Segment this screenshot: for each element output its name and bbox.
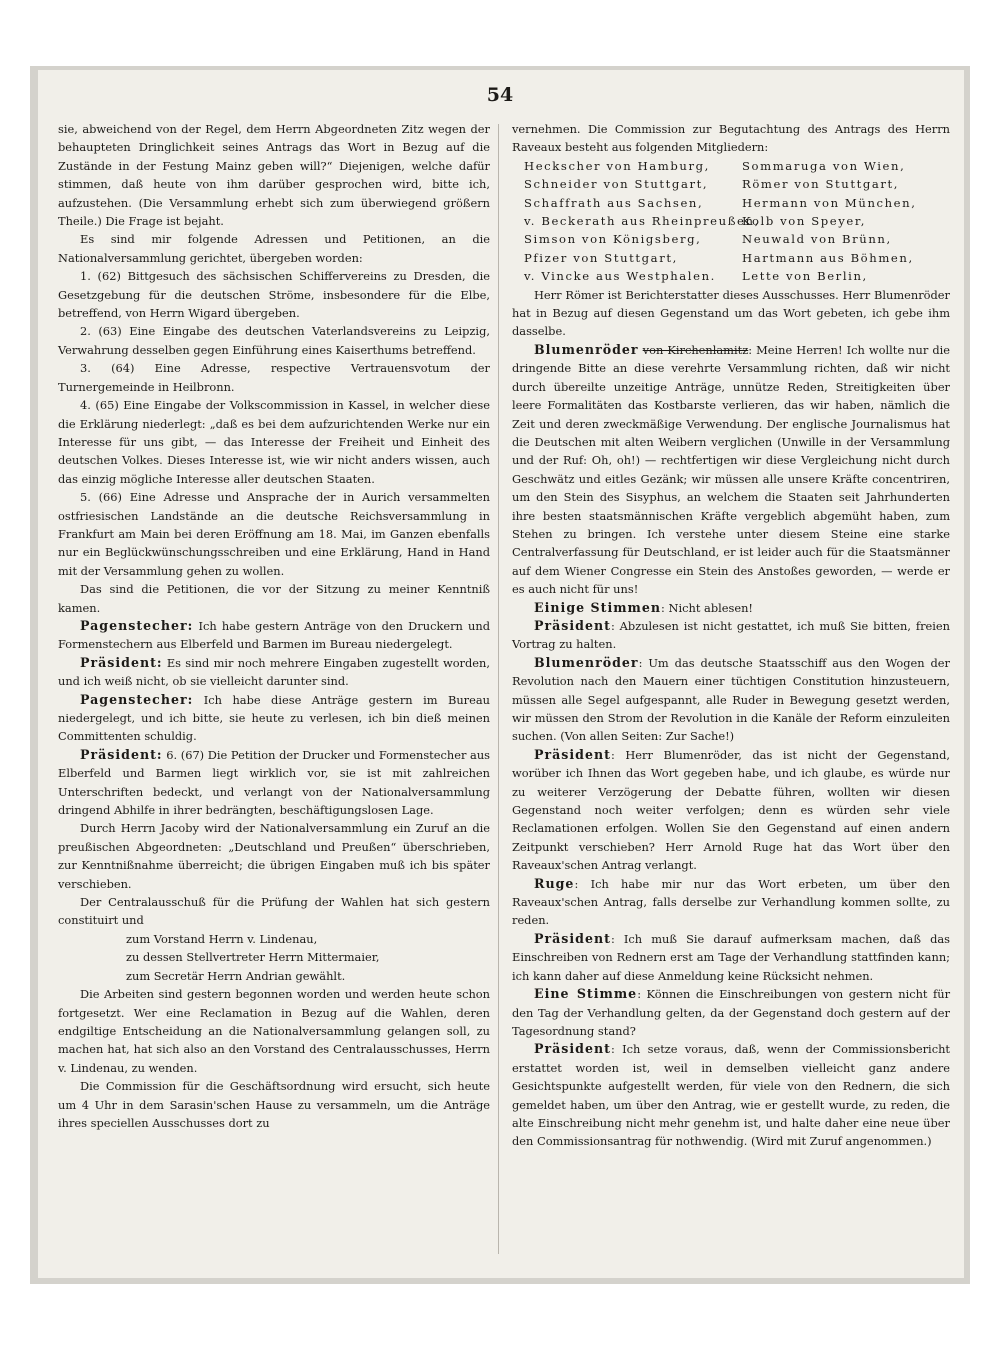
- paragraph: [58, 985, 490, 1077]
- paragraph-text: Herr Römer ist Berichterstatter dieses Ausschusses. Herr Blumenröder hat in Bezug auf diesen Gegenstand um das Wort gebeten, ich gebe ihm dasselbe.: [512, 287, 950, 339]
- commission-intro: vernehmen. Die Commission zur Begutachtung des Antrags des Herrn Raveaux besteht aus folgenden Mitgliedern:: [512, 122, 950, 155]
- paragraph-text: zu dessen Stellvertreter Herrn Mittermaier,: [126, 950, 380, 965]
- commission-member: Hartmann aus Böhmen,: [742, 250, 914, 265]
- right-column: [512, 120, 950, 1151]
- commission-member: Lette von Berlin,: [742, 269, 868, 284]
- speaker-name: Präsident: [534, 930, 611, 946]
- paragraph-text: zum Vorstand Herrn v. Lindenau,: [126, 931, 318, 946]
- speech-paragraph: [512, 599, 950, 617]
- paragraph: [58, 267, 490, 322]
- commission-member: v. Beckerath aus Rheinpreußen,: [524, 214, 760, 229]
- speaker-name: Präsident:: [80, 654, 163, 670]
- speaker-name: Pagenstecher:: [80, 617, 194, 633]
- speech-text: : Um das deutsche Staatsschiff aus den Wogen der Revolution nach den Mauern einer tüchtigen Constitution hinzusteuern, müssen alle Segel aufgespannt, alle Ruder in Bewegung gesetzt werden, wir müssen den Strom der Revolution in die Kanäle der Reform einzuleiten suchen. (Von allen Seiten: Zur Sache!): [512, 655, 950, 744]
- paragraph: [58, 120, 490, 230]
- paragraph-text: Es sind mir folgende Adressen und Petitionen, an die Nationalversammlung gerichtet, übergeben worden:: [58, 232, 490, 265]
- paragraph-text: 4. (65) Eine Eingabe der Volkscommission in Kassel, in welcher diese die Erklärung niederlegt: „daß es bei dem aufzurichtenden Werke nur ein Interesse für uns gibt, — das Interesse der Freiheit und Einheit des deutschen Volkes. Dieses Interesse ist, wie wir nicht anders wissen, auch das einzig mögliche Interesse aller deutschen Staaten.: [58, 398, 490, 486]
- commission-member-list: [524, 157, 950, 286]
- speaker-name: Präsident: [534, 1041, 611, 1057]
- speech-text: : Ich habe mir nur das Wort erbeten, um über den Raveaux'schen Antrag, falls derselbe zur Verhandlung kommen sollte, zu reden.: [512, 876, 950, 928]
- paragraph-text: 3. (64) Eine Adresse, respective Vertrauensvotum der Turnergemeinde in Heilbronn.: [58, 361, 490, 394]
- paragraph: [58, 488, 490, 580]
- paragraph: [58, 230, 490, 267]
- page-number: 54: [486, 84, 514, 106]
- paragraph-text: Die Arbeiten sind gestern begonnen worden und werden heute schon fortgesetzt. Wer eine Reclamation in Bezug auf die Wahlen, deren endgiltige Entscheidung an die Nationalversammlung gelangen soll, zu machen hat, hat sich also an den Vorstand des Centralausschusses, Herrn v. Lindenau, zu wenden.: [58, 987, 490, 1075]
- speech-paragraph: [512, 746, 950, 875]
- paragraph: [58, 893, 490, 930]
- speech-paragraph: [512, 654, 950, 746]
- speaker-name: Blumenröder: [534, 341, 639, 357]
- paragraph: [58, 948, 490, 966]
- speech-paragraph: [512, 1040, 950, 1150]
- commission-member: Sommaruga von Wien,: [742, 158, 906, 173]
- speech-text: : Ich setze voraus, daß, wenn der Commissionsbericht erstattet worden ist, weil in demselben vielleicht ganz andere Gesichtspunkte aufgestellt werden, für viele von den Rednern, die sich gemeldet haben, um über den Antrag, wie er gestellt wurde, zu reden, die alte Einschreibung nicht mehr genehm ist, und halte daher eine neue über den Commissionsantrag für nothwendig. (Wird mit Zuruf angenommen.): [512, 1042, 950, 1149]
- speech-text: Ich habe diese Anträge gestern im Bureau niedergelegt, und ich bitte, sie heute zu verlesen, ich bin dieß meinen Committenten schuldig.: [58, 692, 490, 744]
- paragraph: [58, 396, 490, 488]
- speaker-name: Einige Stimmen: [534, 599, 662, 615]
- speaker-name: Präsident: [534, 617, 611, 633]
- commission-member: Schneider von Stuttgart,: [524, 177, 709, 192]
- speech-text: Es sind mir noch mehrere Eingaben zugestellt worden, und ich weiß nicht, ob sie vielleicht darunter sind.: [58, 655, 490, 689]
- speaker-name: Präsident: [534, 746, 611, 762]
- paragraph: [58, 930, 490, 948]
- commission-member: Heckscher von Hamburg,: [524, 158, 710, 173]
- speaker-name: Pagenstecher:: [80, 691, 194, 707]
- paragraph-text: 2. (63) Eine Eingabe des deutschen Vaterlandsvereins zu Leipzig, Verwahrung desselben gegen Einführung eines Kaiserthums betreffend.: [58, 324, 490, 357]
- speaker-name: Eine Stimme: [534, 986, 638, 1002]
- commission-member: Kolb von Speyer,: [742, 214, 867, 229]
- speech-text: : Ich muß Sie darauf aufmerksam machen, daß das Einschreiben von Rednern erst am Tage der Verhandlung stattfinden kann; ich kann daher auf diese Anmeldung keine Rücksicht nehmen.: [512, 931, 950, 983]
- commission-member: Neuwald von Brünn,: [742, 232, 892, 247]
- paragraph: [58, 1077, 490, 1132]
- speech-paragraph: [512, 341, 950, 599]
- column-divider: [498, 124, 499, 1254]
- paragraph: [58, 580, 490, 617]
- paragraph-text: sie, abweichend von der Regel, dem Herrn Abgeordneten Zitz wegen der behaupteten Dringlichkeit seines Antrags das Wort in Bezug auf die Zustände in der Festung Mainz geben will?“ Diejenigen, welche dafür stimmen, daß heute von ihm darüber gesprochen wird, bitte ich, aufzustehen. (Die Versammlung erhebt sich zum überwiegend größern Theile.) Die Frage ist bejaht.: [58, 122, 490, 229]
- paragraph: [58, 967, 490, 985]
- speech-text: 6. (67) Die Petition der Drucker und Formenstecher aus Elberfeld und Barmen liegt wirklich vor, sie ist mit zahlreichen Unterschriften bedeckt, und verlangt von der Nationalversammlung dringend Abhilfe in ihrer bedrängten, beschäftigungslosen Lage.: [58, 747, 490, 818]
- struck-annotation: von Kirchenlamitz: [642, 342, 749, 357]
- speech-paragraph: [512, 875, 950, 930]
- speech-paragraph: [58, 691, 490, 746]
- commission-member: v. Vincke aus Westphalen.: [524, 269, 716, 284]
- speech-text: Ich habe gestern Anträge von den Druckern und Formenstechern aus Elberfeld und Barmen im Bureau niedergelegt.: [58, 618, 490, 652]
- speaker-name: Ruge: [534, 875, 575, 891]
- paragraph-text: 1. (62) Bittgesuch des sächsischen Schiffervereins zu Dresden, die Gesetzgebung für die deutschen Ströme, insbesondere für die Elbe, betreffend, von Herrn Wigard übergeben.: [58, 269, 490, 321]
- paragraph: [58, 322, 490, 359]
- left-column: [58, 120, 490, 1132]
- paragraph-text: Der Centralausschuß für die Prüfung der Wahlen hat sich gestern constituirt und: [58, 895, 490, 928]
- paragraph-text: zum Secretär Herrn Andrian gewählt.: [126, 968, 346, 983]
- speech-text: : Nicht ablesen!: [661, 600, 753, 615]
- paragraph: [58, 819, 490, 893]
- speech-text: : Herr Blumenröder, das ist nicht der Gegenstand, worüber ich Ihnen das Wort gegeben habe, und ich glaube, es würde nur zu weiterer Verzögerung der Debatte führen, wollten wir diesen Gegenstand noch weiter verfolgen; denn es würden sehr viele Reclamationen erfolgen. Wollen Sie den Gegenstand auf einen andern Zeitpunkt verschieben? Herr Arnold Ruge hat das Wort über den Raveaux'schen Antrag verlangt.: [512, 747, 950, 873]
- paragraph-text: Durch Herrn Jacoby wird der Nationalversammlung ein Zuruf an die preußischen Abgeordneten: „Deutschland und Preußen“ überschrieben, zur Kenntnißnahme überreicht; die übrigen Eingaben muß ich bis später verschieben.: [58, 821, 490, 891]
- paragraph: [512, 286, 950, 341]
- speech-text: : Abzulesen ist nicht gestattet, ich muß Sie bitten, freien Vortrag zu halten.: [512, 618, 950, 652]
- speaker-name: Blumenröder: [534, 654, 639, 670]
- commission-member: Pfizer von Stuttgart,: [524, 250, 678, 265]
- commission-member: Hermann von München,: [742, 195, 917, 210]
- commission-member: Schaffrath aus Sachsen,: [524, 195, 704, 210]
- paragraph-text: Das sind die Petitionen, die vor der Sitzung zu meiner Kenntniß kamen.: [58, 582, 490, 615]
- speech-text: : Können die Einschreibungen von gestern nicht für den Tag der Verhandlung gelten, da der Gegenstand doch gestern auf der Tagesordnung stand?: [512, 987, 951, 1038]
- speech-paragraph: [58, 746, 490, 820]
- speaker-name: Präsident:: [80, 746, 163, 762]
- speech-paragraph: [512, 930, 950, 985]
- paragraph-text: Die Commission für die Geschäftsordnung wird ersucht, sich heute um 4 Uhr in dem Sarasin'schen Hause zu versammeln, um die Anträge ihres speciellen Ausschusses dort zu: [58, 1079, 490, 1130]
- speech-paragraph: [58, 654, 490, 691]
- paragraph-text: 5. (66) Eine Adresse und Ansprache der in Aurich versammelten ostfriesischen Landstände an die deutsche Reichsversammlung in Frankfurt am Main bei deren Eröffnung am 18. Mai, im Ganzen ebenfalls nur ein Beglückwünschungsschreiben und eine Erklärung, Hand in Hand mit der Versammlung gehen zu wollen.: [58, 490, 490, 578]
- commission-member: Simson von Königsberg,: [524, 232, 702, 247]
- right-column-body: [512, 286, 950, 1151]
- paragraph: [58, 359, 490, 396]
- speech-paragraph: [512, 617, 950, 654]
- speech-paragraph: [58, 617, 490, 654]
- commission-member: Römer von Stuttgart,: [742, 177, 900, 192]
- speech-text: : Meine Herren! Ich wollte nur die dringende Bitte an diese verehrte Versammlung richten, daß wir nicht durch übereilte unzeitige Anträge, unnütze Reden, Streitigkeiten über leere Formalitäten das Kostbarste verlieren, das wir haben, nämlich die Zeit und deren zweckmäßige Verwendung. Der englische Journalismus hat die Deutschen mit alten Weibern verglichen (Unwille in der Versammlung und der Ruf: Oh, oh!) — rechtfertigen wir diese Vergleichung nicht durch Geschwätz und eitles Gezänk; wir müssen alle unsere Kräfte concentriren, um den Stein des Sisyphus, an welchem die Staaten seit Jahrhunderten ihre besten staatsmännischen Kräfte vergeblich abgemüht haben, zum Stehen zu bringen. Ich verstehe unter diesem Steine eine starke Centralverfassung für Deutschland, er ist leider auch für die Staatsmänner auf dem Wiener Congresse ein Stein des Anstoßes geworden, — werde er es auch nicht für uns!: [512, 342, 950, 597]
- speech-paragraph: [512, 985, 950, 1040]
